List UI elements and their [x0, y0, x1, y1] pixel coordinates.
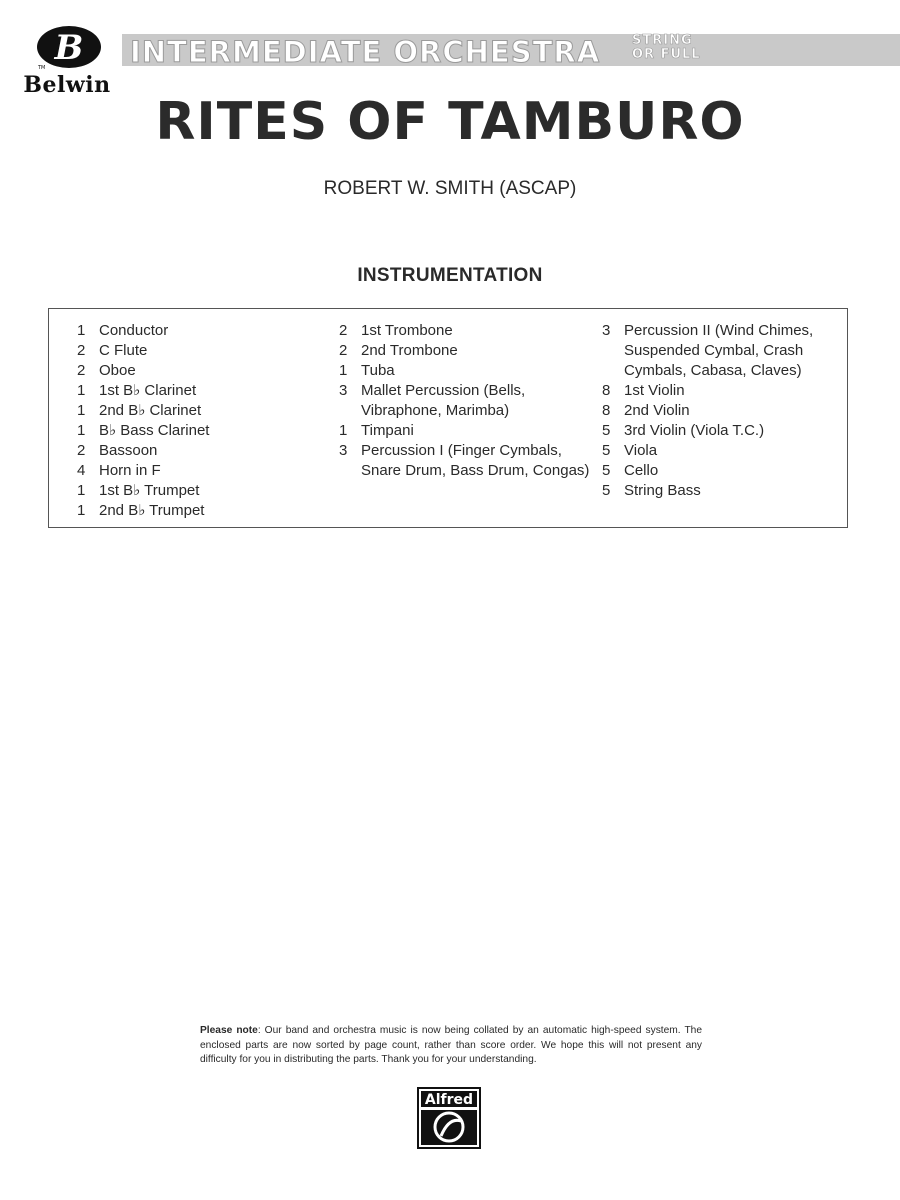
instrument-name: Timpani: [361, 422, 414, 439]
series-banner: [122, 33, 900, 69]
instrument-name: C Flute: [99, 342, 148, 359]
instrument-qty: 3: [339, 442, 348, 459]
instrument-name: 2nd B♭ Trumpet: [99, 502, 205, 519]
instrument-item: [602, 441, 852, 461]
instrument-qty: 2: [77, 442, 86, 459]
instrument-name: Tuba: [361, 362, 395, 379]
instrument-item: [77, 361, 327, 381]
instrument-name: String Bass: [624, 482, 701, 499]
instrument-name: 1st Violin: [624, 382, 685, 399]
series-type-line2: OR FULL: [632, 47, 701, 62]
instrument-qty: 5: [602, 422, 611, 439]
publisher-name: Belwin: [23, 72, 111, 98]
instrument-name: 1st B♭ Trumpet: [99, 482, 200, 499]
belwin-emblem-icon: [36, 24, 102, 70]
instrument-item: [77, 341, 327, 361]
instrument-qty: 1: [339, 362, 348, 379]
instrument-name: Conductor: [99, 322, 169, 339]
instrument-name: 2nd Trombone: [361, 342, 458, 359]
instrument-qty: 1: [339, 422, 348, 439]
instrument-qty: 2: [77, 342, 86, 359]
instrument-item: [602, 321, 852, 381]
instrument-qty: 5: [602, 482, 611, 499]
instrument-item: [77, 321, 327, 341]
instrument-item: [77, 421, 327, 441]
instrument-qty: 8: [602, 382, 611, 399]
instrument-qty: 8: [602, 402, 611, 419]
instrument-item: [339, 321, 599, 341]
note-label: Please note: [200, 1025, 258, 1036]
collation-note: [200, 1024, 702, 1068]
instrument-item: [77, 381, 327, 401]
instrument-qty: 3: [339, 382, 348, 399]
instrument-item: [602, 381, 852, 401]
instrument-name: Percussion I (Finger Cymbals, Snare Drum, Bass Drum, Congas): [361, 442, 590, 479]
instrument-item: [602, 461, 852, 481]
instrument-item: [77, 501, 327, 521]
instrument-item: [77, 401, 327, 421]
instrument-item: [339, 341, 599, 361]
instrument-item: [602, 421, 852, 441]
emblem-tm: TM: [38, 65, 46, 70]
instrument-qty: 1: [77, 382, 86, 399]
instrument-qty: 1: [77, 422, 86, 439]
emblem-letter: B: [54, 28, 84, 68]
composer: ROBERT W. SMITH (ASCAP): [323, 178, 577, 199]
instrument-name: 2nd Violin: [624, 402, 690, 419]
instrument-name: Bassoon: [99, 442, 158, 459]
instrument-name: Horn in F: [99, 462, 161, 479]
instrument-name: Oboe: [99, 362, 136, 379]
series-title: INTERMEDIATE ORCHESTRA: [130, 35, 601, 69]
instrument-item: [602, 401, 852, 421]
instrument-qty: 1: [77, 482, 86, 499]
alfred-logo: [417, 1087, 481, 1149]
instrument-item: [602, 481, 852, 501]
instrument-name: 3rd Violin (Viola T.C.): [624, 422, 765, 439]
instrument-qty: 1: [77, 502, 86, 519]
instrument-item: [77, 481, 327, 501]
instrument-qty: 2: [77, 362, 86, 379]
instrument-column-3: [602, 321, 852, 501]
instrument-name: B♭ Bass Clarinet: [99, 422, 210, 439]
instrument-item: [77, 441, 327, 461]
instrument-qty: 5: [602, 442, 611, 459]
instrument-item: [339, 381, 599, 421]
note-text: : Our band and orchestra music is now being collated by an automatic high-speed system. The enclosed parts are now sorted by page count, rather than score order. We hope this will not present any difficulty for you in distributing the parts. Thank you for your understanding.: [200, 1025, 703, 1065]
instrument-qty: 4: [77, 462, 86, 479]
instrumentation-box: [48, 308, 848, 528]
instrument-item: [339, 361, 599, 381]
instrument-name: Cello: [624, 462, 659, 479]
page-title: RITES OF TAMBURO: [155, 92, 745, 152]
instrument-qty: 2: [339, 342, 348, 359]
series-type: [632, 34, 701, 62]
instrument-name: 1st Trombone: [361, 322, 453, 339]
instrument-column-2: [339, 321, 599, 481]
alfred-logo-name: Alfred: [424, 1092, 474, 1108]
instrument-qty: 1: [77, 402, 86, 419]
instrument-name: 2nd B♭ Clarinet: [99, 402, 202, 419]
instrument-qty: 3: [602, 322, 611, 339]
instrumentation-heading: INSTRUMENTATION: [357, 265, 543, 286]
instrument-item: [339, 421, 599, 441]
instrument-item: [339, 441, 599, 481]
instrument-name: Mallet Percussion (Bells, Vibraphone, Marimba): [361, 382, 526, 419]
series-type-line1: STRING: [632, 33, 693, 48]
instrument-column-1: [77, 321, 327, 521]
publisher-logo: [8, 22, 118, 102]
instrument-name: Viola: [624, 442, 658, 459]
instrument-item: [77, 461, 327, 481]
instrument-name: 1st B♭ Clarinet: [99, 382, 197, 399]
instrument-qty: 2: [339, 322, 348, 339]
instrument-name: Percussion II (Wind Chimes, Suspended Cymbal, Crash Cymbals, Cabasa, Claves): [624, 322, 814, 379]
instrument-qty: 1: [77, 322, 86, 339]
instrument-qty: 5: [602, 462, 611, 479]
